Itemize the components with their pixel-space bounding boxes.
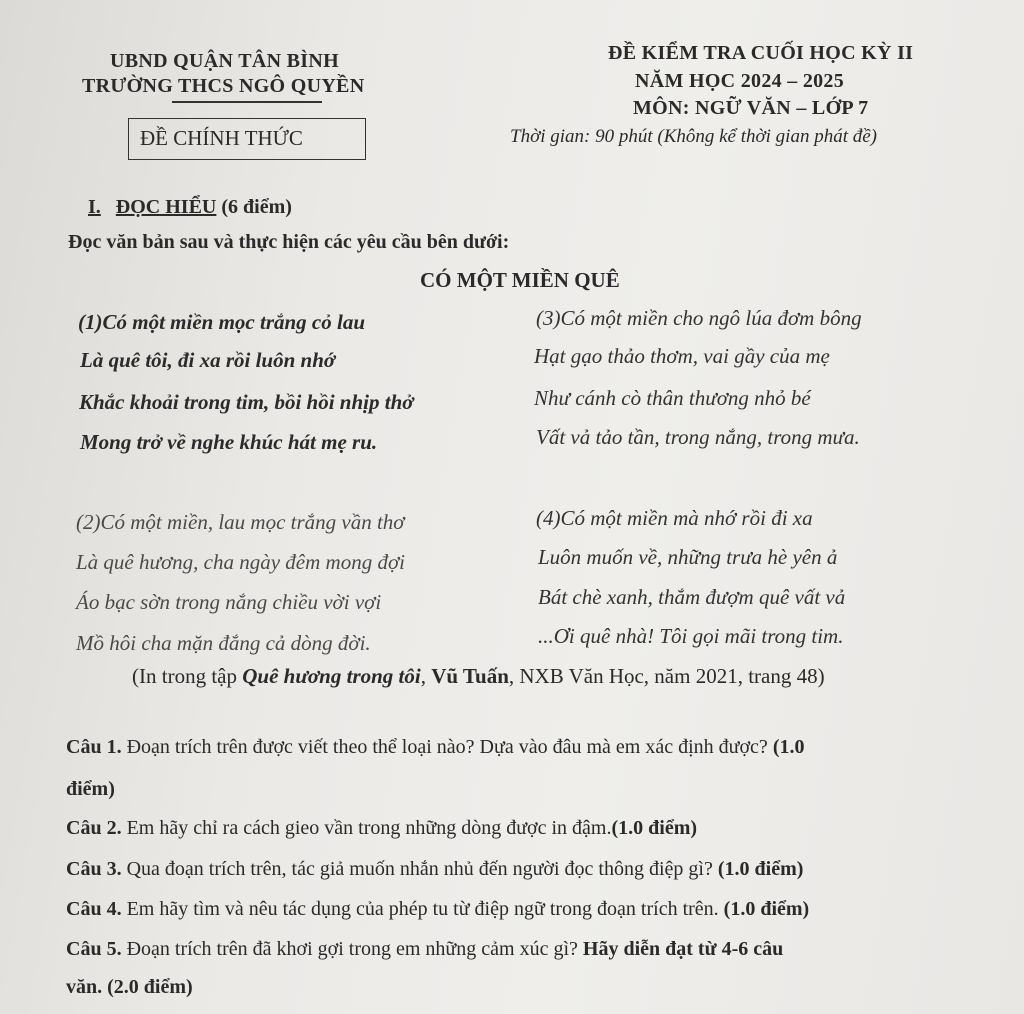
subject-grade: MÔN: NGỮ VĂN – LỚP 7 bbox=[633, 97, 869, 119]
source-sep: , bbox=[420, 664, 432, 688]
section-title: ĐỌC HIỂU bbox=[115, 196, 217, 218]
poem-source bbox=[132, 664, 825, 689]
stanza3-line1: (3)Có một miền cho ngô lúa đơm bông bbox=[536, 306, 862, 330]
stanza4-line3: Bát chè xanh, thắm đượm quê vất vả bbox=[538, 585, 846, 609]
question-5-text: Đoạn trích trên đã khơi gợi trong em những cảm xúc gì? bbox=[121, 938, 583, 960]
stanza2-line4: Mồ hôi cha mặn đắng cả dòng đời. bbox=[76, 631, 371, 655]
question-2-text: Em hãy chỉ ra cách gieo vần trong những dòng được in đậm. bbox=[121, 817, 612, 839]
source-book: Quê hương trong tôi bbox=[242, 664, 421, 688]
stanza1-line3: Khắc khoải trong tim, bồi hồi nhịp thở bbox=[79, 390, 414, 414]
question-5-label: Câu 5. bbox=[66, 938, 122, 960]
stanza2-line1: (2)Có một miền, lau mọc trắng vần thơ bbox=[76, 510, 405, 534]
stanza3-line4: Vất vả tảo tần, trong nắng, trong mưa. bbox=[536, 425, 860, 449]
section-heading bbox=[88, 196, 292, 219]
question-4 bbox=[66, 898, 809, 921]
question-1-points-b: điểm) bbox=[66, 778, 115, 800]
question-3 bbox=[66, 858, 803, 881]
question-1-label: Câu 1. bbox=[66, 736, 122, 758]
question-3-label: Câu 3. bbox=[66, 858, 122, 880]
exam-title: ĐỀ KIỂM TRA CUỐI HỌC KỲ II bbox=[608, 42, 914, 64]
district-name: UBND QUẬN TÂN BÌNH bbox=[110, 50, 339, 72]
school-underline bbox=[172, 101, 322, 103]
school-name: TRƯỜNG THCS NGÔ QUYỀN bbox=[82, 75, 365, 97]
question-4-label: Câu 4. bbox=[66, 898, 122, 920]
question-4-points: (1.0 điểm) bbox=[723, 898, 810, 920]
stanza2-line2: Là quê hương, cha ngày đêm mong đợi bbox=[76, 550, 405, 574]
stanza1-line4: Mong trở về nghe khúc hát mẹ ru. bbox=[80, 430, 378, 454]
stanza1-line2: Là quê tôi, đi xa rồi luôn nhớ bbox=[80, 348, 336, 372]
source-suffix: , NXB Văn Học, năm 2021, trang 48) bbox=[508, 664, 825, 688]
stanza4-line1: (4)Có một miền mà nhớ rồi đi xa bbox=[536, 506, 813, 530]
question-5-bold-a: Hãy diễn đạt từ 4-6 câu bbox=[582, 938, 784, 960]
question-5-bold-b: văn. (2.0 điểm) bbox=[66, 976, 193, 998]
question-4-text: Em hãy tìm và nêu tác dụng của phép tu từ điệp ngữ trong đoạn trích trên. bbox=[121, 898, 724, 920]
question-3-points: (1.0 điểm) bbox=[717, 858, 804, 880]
stanza4-line2: Luôn muốn về, những trưa hè yên ả bbox=[538, 545, 838, 569]
question-2 bbox=[66, 817, 697, 840]
school-year: NĂM HỌC 2024 – 2025 bbox=[635, 70, 845, 92]
section-instruction: Đọc văn bản sau và thực hiện các yêu cầu bên dưới: bbox=[68, 231, 510, 253]
source-prefix: (In trong tập bbox=[132, 664, 243, 688]
stanza3-line3: Như cánh cò thân thương nhỏ bé bbox=[534, 386, 811, 410]
poem-title: CÓ MỘT MIỀN QUÊ bbox=[420, 268, 620, 292]
section-points: (6 điểm) bbox=[221, 196, 292, 218]
official-label: ĐỀ CHÍNH THỨC bbox=[140, 126, 303, 150]
stanza1-line1: (1)Có một miền mọc trắng cỏ lau bbox=[78, 310, 366, 334]
question-2-points: (1.0 điểm) bbox=[611, 817, 698, 839]
question-2-label: Câu 2. bbox=[66, 817, 122, 839]
question-1-text: Đoạn trích trên được viết theo thể loại nào? Dựa vào đâu mà em xác định được? bbox=[121, 736, 773, 758]
question-1-points-a: (1.0 bbox=[772, 736, 805, 758]
section-number: I. bbox=[88, 196, 101, 218]
source-author: Vũ Tuấn bbox=[431, 664, 509, 688]
question-3-text: Qua đoạn trích trên, tác giả muốn nhắn nhủ đến người đọc thông điệp gì? bbox=[121, 858, 718, 880]
question-1 bbox=[66, 736, 804, 759]
stanza3-line2: Hạt gạo thảo thơm, vai gầy của mẹ bbox=[534, 344, 830, 368]
exam-time: Thời gian: 90 phút (Không kể thời gian phát đề) bbox=[510, 126, 878, 147]
stanza2-line3: Áo bạc sờn trong nắng chiều vời vợi bbox=[76, 590, 382, 614]
question-5 bbox=[66, 938, 783, 961]
stanza4-line4: ...Ơi quê nhà! Tôi gọi mãi trong tim. bbox=[538, 624, 844, 648]
